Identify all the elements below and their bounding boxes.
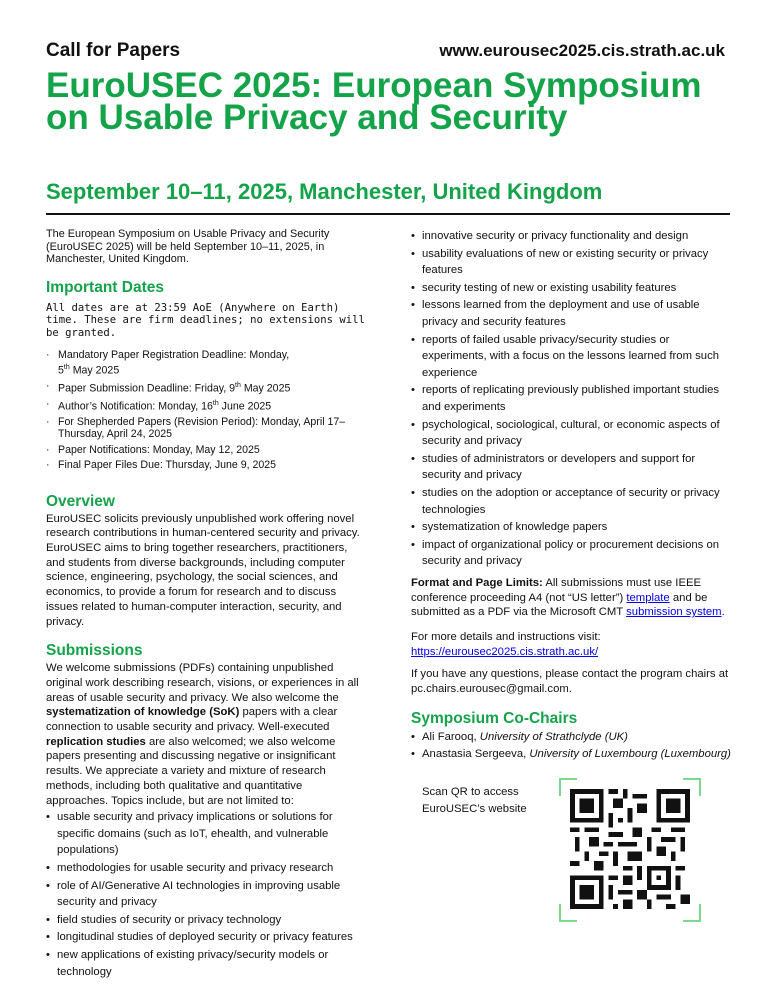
conference-link[interactable]: https://eurousec2025.cis.strath.ac.uk/ <box>411 645 599 658</box>
list-item: • studies of administrators or developers and support for security and privacy <box>411 451 731 484</box>
replication-bold: replication studies <box>46 735 146 748</box>
header-divider <box>46 213 730 215</box>
submissions-heading: Submissions <box>46 642 143 660</box>
intro-text: The European Symposium on Usable Privacy and Security (EuroUSEC 2025) will be held September 10–11, 2025, in Manchester, United Kingdom. <box>46 228 330 265</box>
list-item: • innovative security or privacy functionality and design <box>411 228 731 245</box>
call-for-papers-label: Call for Papers <box>46 40 181 61</box>
list-item: • security testing of new or existing usability features <box>411 280 731 297</box>
date-item: · Final Paper Files Due: Thursday, June 9, 2025 <box>46 459 366 472</box>
cochairs-heading: Symposium Co-Chairs <box>411 709 578 727</box>
header-bar <box>46 40 725 62</box>
left-column <box>46 228 366 981</box>
event-dateline: September 10–11, 2025, Manchester, United Kingdom <box>46 179 603 204</box>
details-text: For more details and instructions visit: <box>411 630 601 643</box>
format-text: Format and Page Limits: All submissions must use IEEE conference proceeding A4 (not “US letter”) template and be submitted as a PDF via the Microsoft CMT submission system. <box>411 576 725 619</box>
dates-list <box>46 349 366 472</box>
qr-code[interactable] <box>559 778 701 922</box>
sok-bold: systematization of knowledge (SoK) <box>46 706 240 719</box>
list-item: • methodologies for usable security and privacy research <box>46 860 366 877</box>
qr-caption: Scan QR to access EuroUSEC’s website <box>422 786 527 815</box>
list-item: • reports of failed usable privacy/security studies or experiments, with a focus on the lessons learned from such experience <box>411 332 731 382</box>
topics-list-right <box>411 228 731 570</box>
list-item: • role of AI/Generative AI technologies in improving usable security and privacy <box>46 878 366 911</box>
list-item: • field studies of security or privacy technology <box>46 912 366 929</box>
qr-code-icon <box>570 789 690 909</box>
list-item: • systematization of knowledge papers <box>411 519 731 536</box>
topics-list-left <box>46 809 366 980</box>
template-link[interactable]: template <box>626 591 670 604</box>
format-label: Format and Page Limits: <box>411 576 543 589</box>
list-item: • studies on the adoption or acceptance of security or privacy technologies <box>411 485 731 518</box>
overview-heading: Overview <box>46 492 115 510</box>
list-item: • impact of organizational policy or procurement decisions on security and privacy <box>411 537 731 570</box>
date-item: · Paper Notifications: Monday, May 12, 2025 <box>46 444 366 457</box>
important-dates-heading: Important Dates <box>46 278 164 296</box>
submission-system-link[interactable]: submission system <box>626 606 722 619</box>
overview-text: EuroUSEC solicits previously unpublished work offering novel research contributions in human-centered security and privacy. EuroUSEC aims to bring together researchers, practitioners, and students from diverse backgrounds, including computer science, engineering, psychology, the social sciences, and economics, to provide a forum for research and to discuss issues related to human-computer interaction, security, and privacy. <box>46 512 360 628</box>
dates-note: All dates are at 23:59 AoE (Anywhere on Earth) time. These are firm deadlines; no extensions will be granted. <box>46 301 365 339</box>
contact-text: If you have any questions, please contact the program chairs at pc.chairs.eurousec@gmail.com. <box>411 668 729 696</box>
list-item: • Ali Farooq, University of Strathclyde (UK) <box>411 729 731 746</box>
list-item: • Anastasia Sergeeva, University of Luxembourg (Luxembourg) <box>411 746 731 763</box>
submissions-text: We welcome submissions (PDFs) containing unpublished original work describing research, visions, or experiences in all areas of usable security and privacy. We also welcome the systematization of knowledge (SoK) papers with a clear connection to usable security and privacy. Well-executed replication studies are also welcomed; we also welcome papers presenting and discussing negative or insignificant results. We appreciate a variety and mixture of research methods, including both qualitative and quantitative approaches. Topics include, but are not limited to: <box>46 662 359 807</box>
list-item: • longitudinal studies of deployed security or privacy features <box>46 929 366 946</box>
list-item: • new applications of existing privacy/security models or technology <box>46 947 366 980</box>
cochairs-list <box>411 729 731 763</box>
right-column <box>411 228 731 764</box>
date-item: · Mandatory Paper Registration Deadline: Monday, 5th May 2025 <box>46 349 366 377</box>
date-item: · For Shepherded Papers (Revision Period): Monday, April 17–Thursday, April 24, 2025 <box>46 416 366 441</box>
date-item: · Author’s Notification: Monday, 16th June 2025 <box>46 398 366 413</box>
list-item: • usable security and privacy implications or solutions for specific domains (such as IoT, ehealth, and vulnerable populations) <box>46 809 366 859</box>
website-url[interactable]: www.eurousec2025.cis.strath.ac.uk <box>439 41 725 60</box>
list-item: • usability evaluations of new or existing security or privacy features <box>411 246 731 279</box>
list-item: • lessons learned from the deployment and use of usable privacy and security features <box>411 297 731 330</box>
list-item: • reports of replicating previously published important studies and experiments <box>411 382 731 415</box>
page-title: EuroUSEC 2025: European Symposium on Usable Privacy and Security <box>46 66 702 137</box>
date-item: · Paper Submission Deadline: Friday, 9th May 2025 <box>46 380 366 395</box>
list-item: • psychological, sociological, cultural, or economic aspects of security and privacy <box>411 417 731 450</box>
